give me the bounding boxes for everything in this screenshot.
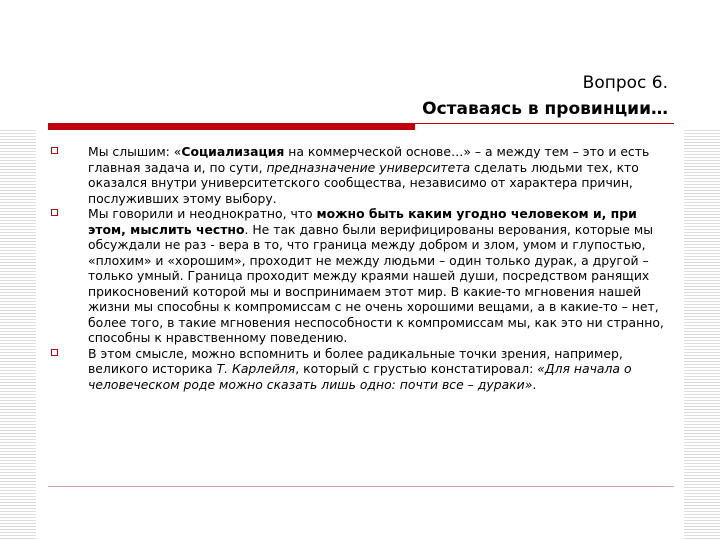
title-question-number: Вопрос 6. xyxy=(582,73,668,93)
title-underline-thin xyxy=(415,123,674,124)
title-underline-bar xyxy=(48,123,415,130)
list-item xyxy=(50,144,670,206)
footer-divider xyxy=(48,486,674,487)
square-bullet-icon xyxy=(51,209,58,216)
slide-title xyxy=(422,70,668,122)
list-item xyxy=(50,206,670,346)
bullet-text: В этом смысле, можно вспомнить и более радикальные точки зрения, например, великого историка Т. Карлейля, который с грустью констатировал: «Для начала о человеческом роде можно сказать лишь одно: почти все – дураки». xyxy=(88,345,632,392)
title-heading: Оставаясь в провинции… xyxy=(422,99,668,119)
square-bullet-icon xyxy=(51,349,58,356)
bullet-text: Мы говорили и неоднократно, что можно быть каким угодно человеком и, при этом, мыслить честно. Не так давно были верифицированы верования, которые мы обсуждали не раз - вера в то, что граница между добром и злом, умом и глупостью, «плохим» и «хорошим», проходит не между людьми – один только дурак, а другой – только умный. Граница проходит между краями нашей души, посредством ранящих прикосновений которой мы и воспринимаем этот мир. В какие-то мгновения нашей жизни мы способны к компромиссам с не очень хорошими вещами, а в какие-то – нет, более того, в такие мгновения неспособности к компромиссам мы, как это ни странно, способны к нравственному поведению. xyxy=(88,206,664,345)
bullet-list xyxy=(50,144,670,392)
square-bullet-icon xyxy=(51,147,58,154)
list-item xyxy=(50,346,670,393)
bullet-text: Мы слышим: «Социализация на коммерческой основе…» – а между тем – это и есть главная задача и, по сути, предназначение университета сделать людьми тех, кто оказался внутри университетского сообщества, независимо от характера причин, послуживших этому выбору. xyxy=(88,144,650,206)
